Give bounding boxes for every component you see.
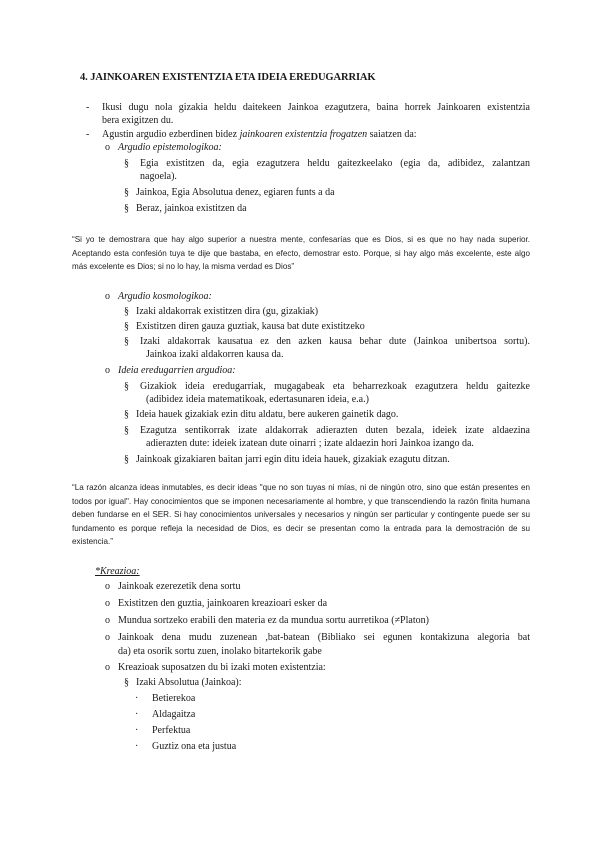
creation-item-4: Jainkoak dena mudu zuzenean ,bat-batean (Bibliako sei egunen kontakizuna alegoria bat bbox=[118, 632, 530, 643]
circle-marker: o bbox=[105, 615, 110, 626]
circle-marker: o bbox=[105, 142, 110, 153]
circle-marker: o bbox=[105, 632, 110, 643]
section-marker: § bbox=[124, 336, 129, 347]
circle-marker: o bbox=[105, 291, 110, 302]
attribute-good-just: Guztiz ona eta justua bbox=[152, 741, 237, 752]
section-marker: § bbox=[124, 321, 129, 332]
circle-marker: o bbox=[105, 365, 110, 376]
dash-marker: - bbox=[86, 102, 90, 113]
circle-marker: o bbox=[105, 581, 110, 592]
epistemologic-item-2: Jainkoa, Egia Absolutua denez, egiaren funts a da bbox=[136, 187, 335, 198]
creation-item-3: Mundua sortzeko erabili den materia ez da mundua sortu aurretikoa (≠Platon) bbox=[118, 615, 429, 626]
section-marker: § bbox=[124, 677, 129, 688]
circle-marker: o bbox=[105, 598, 110, 609]
cosmologic-item-3-cont: Jainkoa izaki aldakorren kausa da. bbox=[146, 349, 284, 360]
creation-item-5: Kreazioak suposatzen du bi izaki moten existentzia: bbox=[118, 662, 326, 673]
cosmologic-item-2: Existitzen diren gauza guztiak, kausa bat dute existitzeko bbox=[136, 321, 365, 332]
cosmologic-title: Argudio kosmologikoa: bbox=[118, 291, 212, 302]
exemplary-item-1-cont: (adibidez ideia matematikoak, edertasunaren ideia, e.a.) bbox=[146, 394, 369, 405]
dot-marker: · bbox=[135, 693, 139, 704]
exemplary-item-1: Gizakiok ideia eredugarriak, mugagabeak eta beharrezkoak ezagutzera heldu gaitezke bbox=[140, 381, 530, 392]
section-marker: § bbox=[124, 187, 129, 198]
dash-marker: - bbox=[86, 129, 90, 140]
epistemologic-item-3: Beraz, jainkoa existitzen da bbox=[136, 203, 247, 214]
creation-item-2: Existitzen den guztia, jainkoaren kreazioari esker da bbox=[118, 598, 328, 609]
quote-augustine-1: “Si yo te demostrara que hay algo superior a nuestra mente, confesarías que es Dios, si es que no hay nada superior. Aceptando esta confesión tuya te dije que bastaba, en efecto, demostrar esto. Porque, si hay algo más excelente, este algo más excelente es Dios; si no lo hay, la misma verdad es Dios” bbox=[72, 235, 530, 271]
epistemologic-title: Argudio epistemologikoa: bbox=[118, 142, 222, 153]
attribute-immutable: Aldagaitza bbox=[152, 709, 196, 720]
exemplary-item-4: Jainkoak gizakiaren baitan jarri egin ditu ideia hauek, gizakiak ezagutu ditzan. bbox=[136, 454, 450, 465]
section-marker: § bbox=[124, 158, 129, 169]
exemplary-item-3: Ezagutza sentikorrak izate aldakorrak adierazten duten bezala, ideiek izate aldaezina bbox=[140, 425, 530, 436]
epistemologic-item-1-cont: nagoela). bbox=[140, 171, 177, 182]
dot-marker: · bbox=[135, 709, 139, 720]
absolute-being-label: Izaki Absolutua (Jainkoa): bbox=[136, 677, 242, 688]
cosmologic-item-3: Izaki aldakorrak kausatua ez den azken kausa behar dute (Jainkoa unibertsoa sortu). bbox=[140, 336, 530, 347]
dot-marker: · bbox=[135, 741, 139, 752]
exemplary-title: Ideia eredugarrien argudioa: bbox=[118, 365, 236, 376]
quote-augustine-2: “La razón alcanza ideas inmutables, es decir ideas "que no son tuyas ni mías, ni de ningún otro, sino que están presentes en todos por igual". Hay conocimientos que se imponen necesariamente al hombre, y que transcendiendo la razón finita humana deben fundarse en el SER. Si hay conocimientos universales y necesarios y ningún ser particular y contingente puede ser su fundamento es porque refleja la necesidad de Dios, es decir se presentan como la entrada para la demostración de su existencia.” bbox=[72, 483, 530, 546]
dot-marker: · bbox=[135, 725, 139, 736]
section-marker: § bbox=[124, 381, 129, 392]
creation-item-1: Jainkoak ezerezetik dena sortu bbox=[118, 581, 241, 592]
section-marker: § bbox=[124, 306, 129, 317]
attribute-eternal: Betierekoa bbox=[152, 693, 196, 704]
intro-line-1-cont: bera exigitzen du. bbox=[102, 115, 174, 126]
exemplary-item-3-cont: adierazten dute: ideiek izatean dute oinarri ; izate aldaezin hori Jainkoa izango da. bbox=[146, 438, 474, 449]
circle-marker: o bbox=[105, 662, 110, 673]
creation-item-4-cont: da) eta osorik sortu zuen, inolako bitartekorik gabe bbox=[118, 646, 322, 657]
creation-title: *Kreazioa: bbox=[95, 566, 140, 577]
exemplary-item-2: Ideia hauek gizakiak ezin ditu aldatu, bere aukeren gainetik dago. bbox=[136, 409, 399, 420]
intro-line-1: Ikusi dugu nola gizakia heldu daitekeen Jainkoa ezagutzera, baina horrek Jainkoaren existentzia bbox=[102, 102, 530, 113]
cosmologic-item-1: Izaki aldakorrak existitzen dira (gu, gizakiak) bbox=[136, 306, 319, 317]
section-heading: 4. JAINKOAREN EXISTENTZIA ETA IDEIA EREDUGARRIAK bbox=[80, 72, 376, 83]
section-marker: § bbox=[124, 203, 129, 214]
section-marker: § bbox=[124, 425, 129, 436]
attribute-perfect: Perfektua bbox=[152, 725, 191, 736]
section-marker: § bbox=[124, 409, 129, 420]
epistemologic-item-1: Egia existitzen da, egia ezagutzera heldu gaitezkeelako (egia da, adibidez, zalantzan bbox=[140, 158, 530, 169]
section-marker: § bbox=[124, 454, 129, 465]
intro-line-2: Agustin argudio ezberdinen bidez jainkoaren existentzia frogatzen saiatzen da: bbox=[102, 129, 417, 140]
